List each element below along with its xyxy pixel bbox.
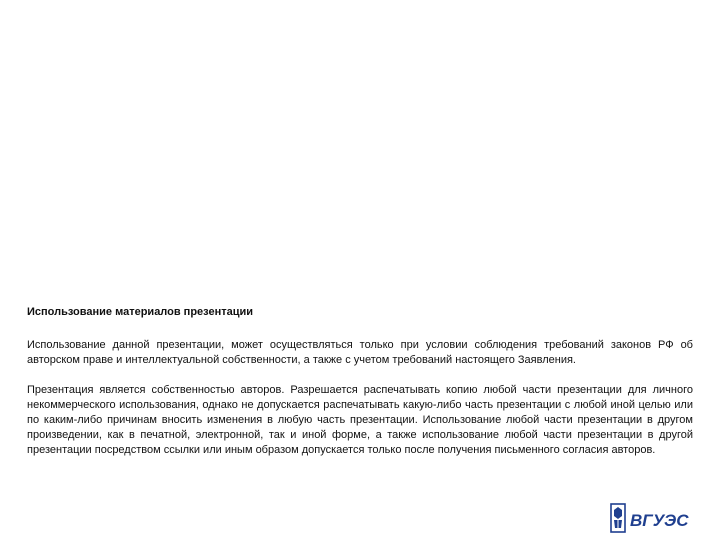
university-logo — [610, 500, 696, 536]
notice-heading: Использование материалов презентации — [27, 306, 254, 318]
notice-paragraph-1: Использование данной презентации, может осуществляться только при условии соблюдения требований законов РФ об авторском праве и интеллектуальной собственности, а также с учетом требований настоящего Заявления. — [27, 339, 693, 366]
notice-paragraph-2: Презентация является собственностью авторов. Разрешается распечатывать копию любой части презентации для личного некоммерческого использования, однако не допускается распечатывать какую-либо часть презентации с любой иной целью или по каким-либо причинам вносить изменения в любую часть презентации. Использование любой части презентации в другом произведении, как в печатной, электронной, так и иной форме, а также использование любой части презентации в другой презентации посредством ссылки или иным образом допускается только после получения письменного согласия авторов. — [27, 384, 693, 456]
logo-text: ВГУЭС — [630, 511, 689, 530]
university-emblem-icon — [611, 504, 625, 532]
notice-text-block — [27, 305, 693, 473]
